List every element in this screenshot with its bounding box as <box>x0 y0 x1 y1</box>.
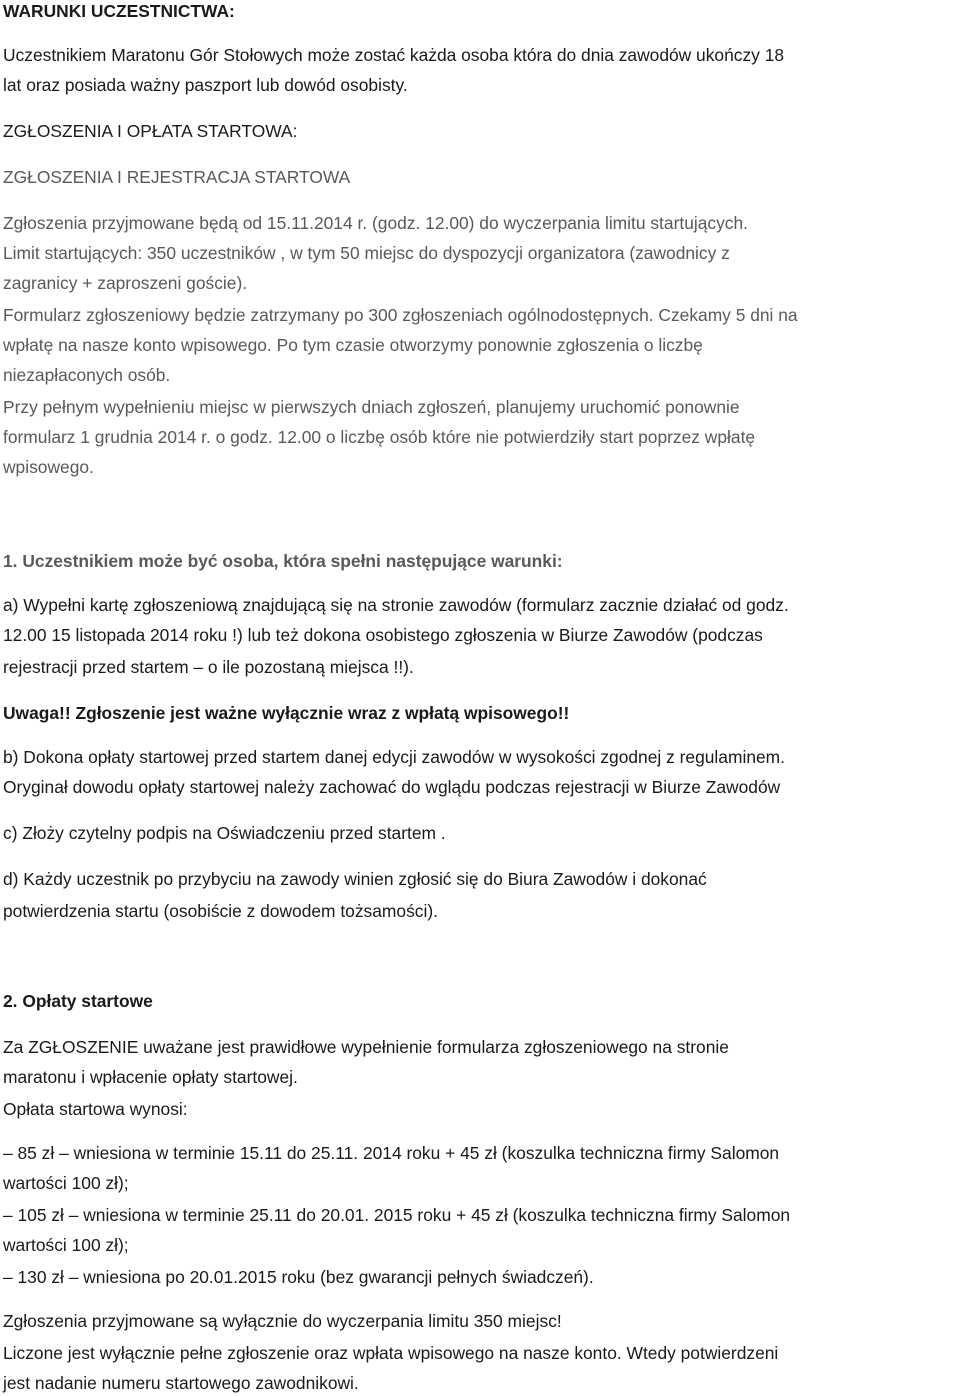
zgloszenia-line: zagranicy + zaproszeni goście). <box>3 273 248 293</box>
section1-line: Oryginał dowodu opłaty startowej należy zachować do wglądu podczas rejestracji w Biurze Zawodów <box>3 777 781 797</box>
zgloszenia-line: formularz 1 grudnia 2014 r. o godz. 12.00 o liczbę osób które nie potwierdziły start poprzez wpłatę <box>3 427 756 447</box>
section1-line: d) Każdy uczestnik po przybyciu na zawody winien zgłosić się do Biura Zawodów i dokonać <box>3 869 707 889</box>
fee-line: wartości 100 zł); <box>3 1235 129 1255</box>
zgloszenia-line: wpisowego. <box>3 457 94 477</box>
fee-line: – 85 zł – wniesiona w terminie 15.11 do 25.11. 2014 roku + 45 zł (koszulka techniczna firmy Salomon <box>3 1143 780 1163</box>
section2-line: Liczone jest wyłącznie pełne zgłoszenie oraz wpłata wpisowego na nasze konto. Wtedy potwierdzeni <box>3 1343 779 1363</box>
section1-line: 12.00 15 listopada 2014 roku !) lub też dokona osobistego zgłoszenia w Biurze Zawodów (podczas <box>3 625 763 645</box>
zgloszenia-line: Zgłoszenia przyjmowane będą od 15.11.2014 r. (godz. 12.00) do wyczerpania limitu startujących. <box>3 213 748 233</box>
section2-line: jest nadanie numeru startowego zawodnikowi. <box>3 1373 359 1393</box>
warunki-paragraph-line: lat oraz posiada ważny paszport lub dowód osobisty. <box>3 75 408 95</box>
zgloszenia-line: Formularz zgłoszeniowy będzie zatrzymany po 300 zgłoszeniach ogólnodostępnych. Czekamy 5 dni na <box>3 305 798 325</box>
zgloszenia-subheading: ZGŁOSZENIA I REJESTRACJA STARTOWA <box>3 167 351 187</box>
section2-line: maratonu i wpłacenie opłaty startowej. <box>3 1067 298 1087</box>
warunki-heading: WARUNKI UCZESTNICTWA: <box>3 1 235 21</box>
section1-line: a) Wypełni kartę zgłoszeniową znajdującą się na stronie zawodów (formularz zacznie działać od godz. <box>3 595 789 615</box>
warunki-paragraph-line: Uczestnikiem Maratonu Gór Stołowych może zostać każda osoba która do dnia zawodów ukończy 18 <box>3 45 785 65</box>
zgloszenia-line: Limit startujących: 350 uczestników , w tym 50 miejsc do dyspozycji organizatora (zawodnicy z <box>3 243 730 263</box>
zgloszenia-heading: ZGŁOSZENIA I OPŁATA STARTOWA: <box>3 121 298 141</box>
section1-heading: 1. Uczestnikiem może być osoba, która spełni następujące warunki: <box>3 551 563 571</box>
section2-line: Opłata startowa wynosi: <box>3 1099 188 1119</box>
zgloszenia-line: niezapłaconych osób. <box>3 365 171 385</box>
fee-line: – 130 zł – wniesiona po 20.01.2015 roku (bez gwarancji pełnych świadczeń). <box>3 1267 594 1287</box>
section1-line: potwierdzenia startu (osobiście z dowodem tożsamości). <box>3 901 438 921</box>
section1-line: c) Złoży czytelny podpis na Oświadczeniu przed startem . <box>3 823 446 843</box>
fee-line: wartości 100 zł); <box>3 1173 129 1193</box>
section1-line: b) Dokona opłaty startowej przed startem danej edycji zawodów w wysokości zgodnej z regulaminem. <box>3 747 785 767</box>
section2-heading: 2. Opłaty startowe <box>3 991 153 1011</box>
section2-line: Zgłoszenia przyjmowane są wyłącznie do wyczerpania limitu 350 miejsc! <box>3 1311 562 1331</box>
section2-line: Za ZGŁOSZENIE uważane jest prawidłowe wypełnienie formularza zgłoszeniowego na stronie <box>3 1037 729 1057</box>
warning-text: Uwaga!! Zgłoszenie jest ważne wyłącznie wraz z wpłatą wpisowego!! <box>3 703 570 723</box>
section1-line: rejestracji przed startem – o ile pozostaną miejsca !!). <box>3 657 414 677</box>
zgloszenia-line: wpłatę na nasze konto wpisowego. Po tym czasie otworzymy ponownie zgłoszenia o liczbę <box>3 335 703 355</box>
fee-line: – 105 zł – wniesiona w terminie 25.11 do 20.01. 2015 roku + 45 zł (koszulka techniczna firmy Salomon <box>3 1205 791 1225</box>
zgloszenia-line: Przy pełnym wypełnieniu miejsc w pierwszych dniach zgłoszeń, planujemy uruchomić ponownie <box>3 397 740 417</box>
